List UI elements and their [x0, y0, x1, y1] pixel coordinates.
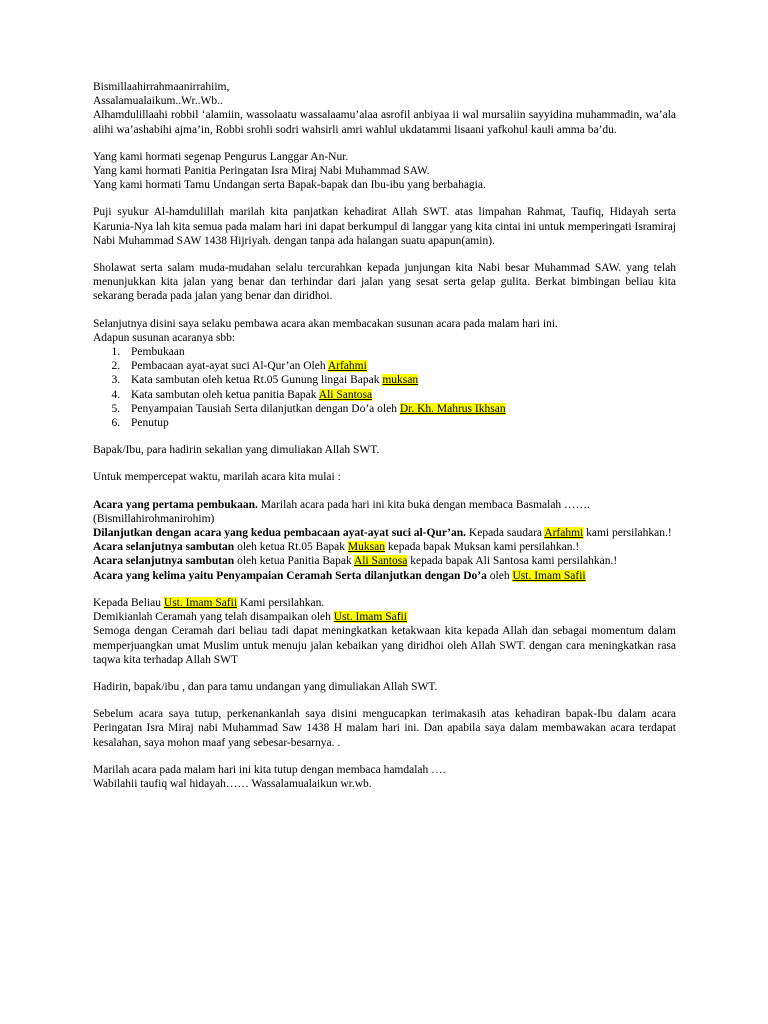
start-line: Untuk mempercepat waktu, marilah acara kita mulai :	[93, 471, 341, 484]
agenda-item: 6. Penutup	[123, 416, 676, 430]
gratitude-paragraph: Puji syukur Al-hamdulillah marilah kita panjatkan kehadirat Allah SWT. atas limpahan Rahmat, Taufiq, Hidayah serta Karunia-Nya lah kita semua pada malam hari ini dapat berkumpul di langgar yang kita cintai ini untuk memperingati Isramiraj Nabi Muhammad SAW 1438 Hijriyah. dengan tanpa ada halangan suatu apapun(amin).	[93, 206, 676, 247]
highlighted-name: Dr. Kh. Mahrus Ikhsan	[399, 402, 506, 415]
hamdalah-paragraph: Alhamdulillaahi robbil ‘alamiin, wassolaatu wassalaamu’alaa asrofil anbiyaa ii wal mursaliin sayyidina muhammadin, wa’ala alihi wa’ashabihi ajma’in, Robbi srohli sodri wahsirli amri wahlul ukdatammi lisaani yafkohul kauli amma ba’du.	[93, 109, 676, 136]
highlighted-name: Arfahmi	[327, 360, 367, 373]
highlighted-name: Ust. Imam Safii	[333, 611, 407, 624]
highlighted-name: muksan	[382, 374, 419, 387]
agenda-intro-line: Adapun susunan acaranya sbb:	[93, 331, 236, 344]
sholawat-paragraph: Sholawat serta salam muda-mudahan selalu tercurahkan kepada junjungan kita Nabi besar Muhammad SAW. yang telah menunjukkan kita jalan yang benar dan terhindar dari jalan yang sesat serta gelap gulita. Berkat bimbingan beliau kita sekarang berada pada jalan yang benar dan diridhoi.	[93, 262, 676, 303]
honored-line: Bapak/Ibu, para hadirin sekalian yang dimuliakan Allah SWT.	[93, 444, 380, 457]
hadirin-line: Hadirin, bapak/ibu , dan para tamu undangan yang dimuliakan Allah SWT.	[93, 680, 438, 693]
closing-thanks-paragraph: Sebelum acara saya tutup, perkenankanlah saya disini mengucapkan terimakasih atas kehadiran bapak-Ibu dalam acara Peringatan Isra Miraj nabi Muhammad Saw 1438 H malam hari ini. Dan apabila saya dalam membawakan acara terdapat kesalahan, saya mohon maaf yang sebesar-besarnya. .	[93, 708, 676, 749]
highlighted-name: Ali Santosa	[353, 555, 408, 568]
agenda-item: 2. Pembacaan ayat-ayat suci Al-Qur’an Oleh Arfahmi	[123, 359, 676, 373]
sermon-done: Demikianlah Ceramah yang telah disampaikan oleh Ust. Imam Safii	[93, 611, 407, 624]
agenda-item: 3. Kata sambutan oleh ketua Rt.05 Gunung lingai Bapak muksan	[123, 373, 676, 387]
sermon-section	[93, 596, 676, 667]
agenda-item: 1. Pembukaan	[123, 345, 676, 359]
act-quran: Dilanjutkan dengan acara yang kedua pembacaan ayat-ayat suci al-Qur’an. Kepada saudara Arfahmi kami persilahkan.!	[93, 527, 672, 540]
highlighted-name: Ust. Imam Safii	[163, 596, 238, 609]
document-page	[93, 80, 676, 804]
closing-section	[93, 763, 676, 791]
opening-section	[93, 80, 676, 137]
act-committee-speech: Acara selanjutnya sambutan oleh ketua Panitia Bapak Ali Santosa kepada bapak Ali Santosa kami persilahkan.!	[93, 555, 618, 568]
agenda-intro-line: Selanjutnya disini saya selaku pembawa acara akan membacakan susunan acara pada malam hari ini.	[93, 317, 558, 330]
closing-line: Marilah acara pada malam hari ini kita tutup dengan membaca hamdalah ….	[93, 763, 446, 776]
basmalah-line: Bismillaahirrahmaanirrahiim,	[93, 81, 230, 93]
act-rt-speech: Acara selanjutnya sambutan oleh ketua Rt.05 Bapak Muksan kepada bapak Muksan kami persilahkan.!	[93, 541, 580, 554]
act-sermon: Acara yang kelima yaitu Penyampaian Ceramah Serta dilanjutkan dengan Do’a oleh Ust. Imam Safii	[93, 569, 586, 582]
highlighted-name: Ust. Imam Safii	[512, 569, 586, 582]
agenda-item: 4. Kata sambutan oleh ketua panitia Bapak Ali Santosa	[123, 388, 676, 402]
closing-line: Wabilahii taufiq wal hidayah…… Wassalamualaikun wr.wb.	[93, 777, 372, 790]
act-opening: Acara yang pertama pembukaan. Marilah acara pada hari ini kita buka dengan membaca Basmalah …….	[93, 498, 590, 511]
act-opening-basmalah: (Bismillahirohmanirohim)	[93, 512, 215, 525]
greeting-line: Yang kami hormati Tamu Undangan serta Bapak-bapak dan Ibu-ibu yang berbahagia.	[93, 179, 486, 192]
sermon-hope: Semoga dengan Ceramah dari beliau tadi dapat meningkatkan ketakwaan kita kepada Allah dan sebagai momentum dalam memperjuangkan umat Muslim untuk menuju jalan kebaikan yang diridhoi oleh Allah SWT. dengan cara meningkatkan rasa taqwa kita terhadap Allah SWT	[93, 625, 676, 666]
greetings-section	[93, 150, 676, 193]
acts-section	[93, 498, 676, 583]
sermon-invite: Kepada Beliau Ust. Imam Safii Kami persilahkan.	[93, 596, 325, 609]
agenda-intro	[93, 317, 676, 345]
greeting-line: Yang kami hormati Panitia Peringatan Isra Miraj Nabi Muhammad SAW.	[93, 165, 430, 178]
salam-line: Assalamualaikum..Wr..Wb..	[93, 95, 223, 108]
agenda-list	[93, 345, 676, 430]
highlighted-name: Ali Santosa	[318, 388, 373, 401]
agenda-item: 5. Penyampaian Tausiah Serta dilanjutkan dengan Do’a oleh Dr. Kh. Mahrus Ikhsan	[123, 402, 676, 416]
highlighted-name: Muksan	[347, 541, 385, 554]
highlighted-name: Arfahmi	[544, 527, 584, 540]
greeting-line: Yang kami hormati segenap Pengurus Langgar An-Nur.	[93, 150, 349, 163]
